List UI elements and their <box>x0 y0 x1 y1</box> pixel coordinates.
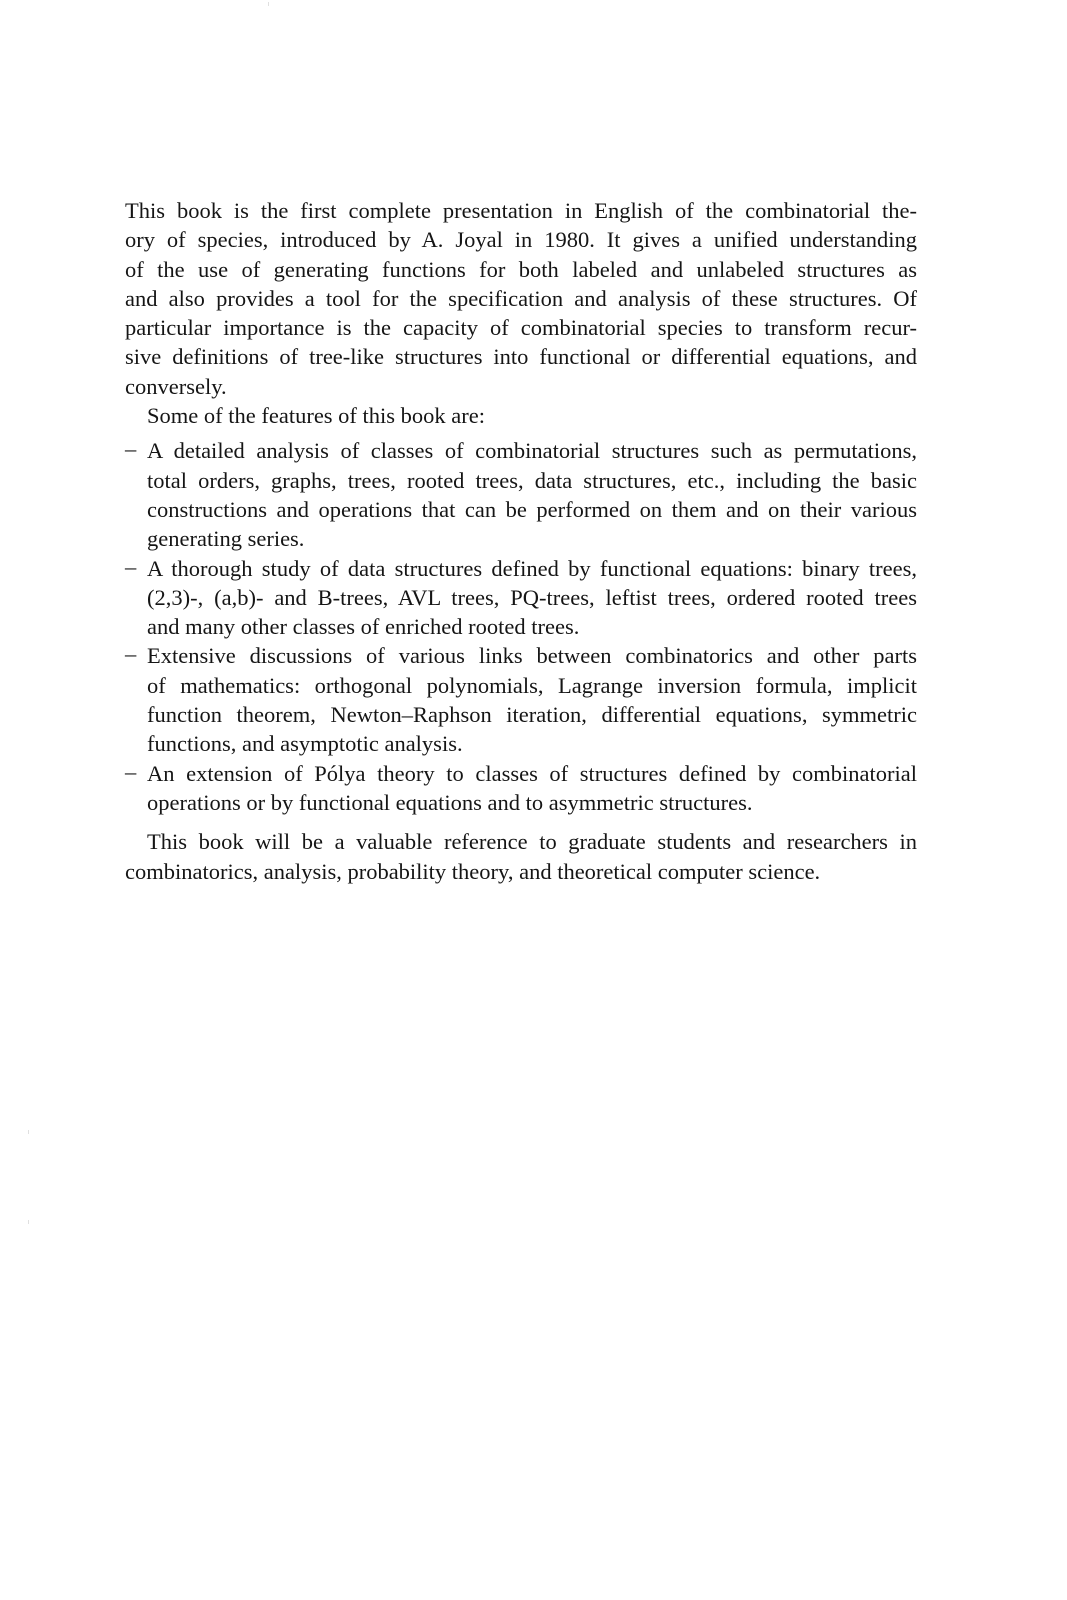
text-line: Extensive discussions of various links between combinatorics and other parts <box>147 643 917 669</box>
text-line: particular importance is the capacity of combinatorial species to transform recur- <box>125 315 917 341</box>
text-line: constructions and operations that can be performed on them and on their various <box>147 496 917 522</box>
intro-paragraph <box>125 196 917 401</box>
text-line: generating series. <box>147 526 305 552</box>
text-line: operations or by functional equations and to asymmetric structures. <box>147 789 753 815</box>
text-line: A detailed analysis of classes of combinatorial structures such as permutations, <box>147 438 917 464</box>
text-line: and also provides a tool for the specification and analysis of these structures. Of <box>125 285 917 311</box>
scan-artifact <box>28 1130 29 1134</box>
features-list <box>125 436 917 817</box>
text-line: This book is the first complete presentation in English of the combinatorial the- <box>125 198 917 223</box>
text-line: combinatorics, analysis, probability theory, and theoretical computer science. <box>125 858 821 884</box>
feature-item <box>125 759 917 818</box>
scan-artifact <box>28 1220 29 1224</box>
closing-paragraph <box>125 827 917 886</box>
text-line: An extension of Pólya theory to classes of structures defined by combinatorial <box>147 760 917 786</box>
text-line: sive definitions of tree-like structures into functional or differential equations, and <box>125 344 917 370</box>
features-intro: Some of the features of this book are: <box>147 403 486 429</box>
dash-bullet: – <box>125 758 137 784</box>
text-line: total orders, graphs, trees, rooted trees, data structures, etc., including the basic <box>147 467 917 493</box>
scan-artifact <box>268 2 269 6</box>
text-line: of the use of generating functions for both labeled and unlabeled structures as <box>125 256 917 282</box>
text-line: functions, and asymptotic analysis. <box>147 731 463 757</box>
text-line: This book will be a valuable reference to graduate students and researchers in <box>147 829 917 855</box>
text-line: ory of species, introduced by A. Joyal in 1980. It gives a unified understanding <box>125 227 917 253</box>
text-line: function theorem, Newton–Raphson iteration, differential equations, symmetric <box>147 702 917 728</box>
feature-item <box>125 554 917 642</box>
text-line: of mathematics: orthogonal polynomials, Lagrange inversion formula, implicit <box>147 672 917 698</box>
text-line: A thorough study of data structures defined by functional equations: binary trees, <box>147 555 917 581</box>
text-line: and many other classes of enriched rooted trees. <box>147 614 580 640</box>
dash-bullet: – <box>125 641 137 667</box>
dash-bullet: – <box>125 553 137 579</box>
feature-item <box>125 641 917 758</box>
text-line: conversely. <box>125 373 227 399</box>
feature-item <box>125 436 917 553</box>
dash-bullet: – <box>125 436 137 462</box>
text-line: (2,3)-, (a,b)- and B-trees, AVL trees, PQ-trees, leftist trees, ordered rooted trees <box>147 584 917 610</box>
book-description-page <box>125 196 917 886</box>
